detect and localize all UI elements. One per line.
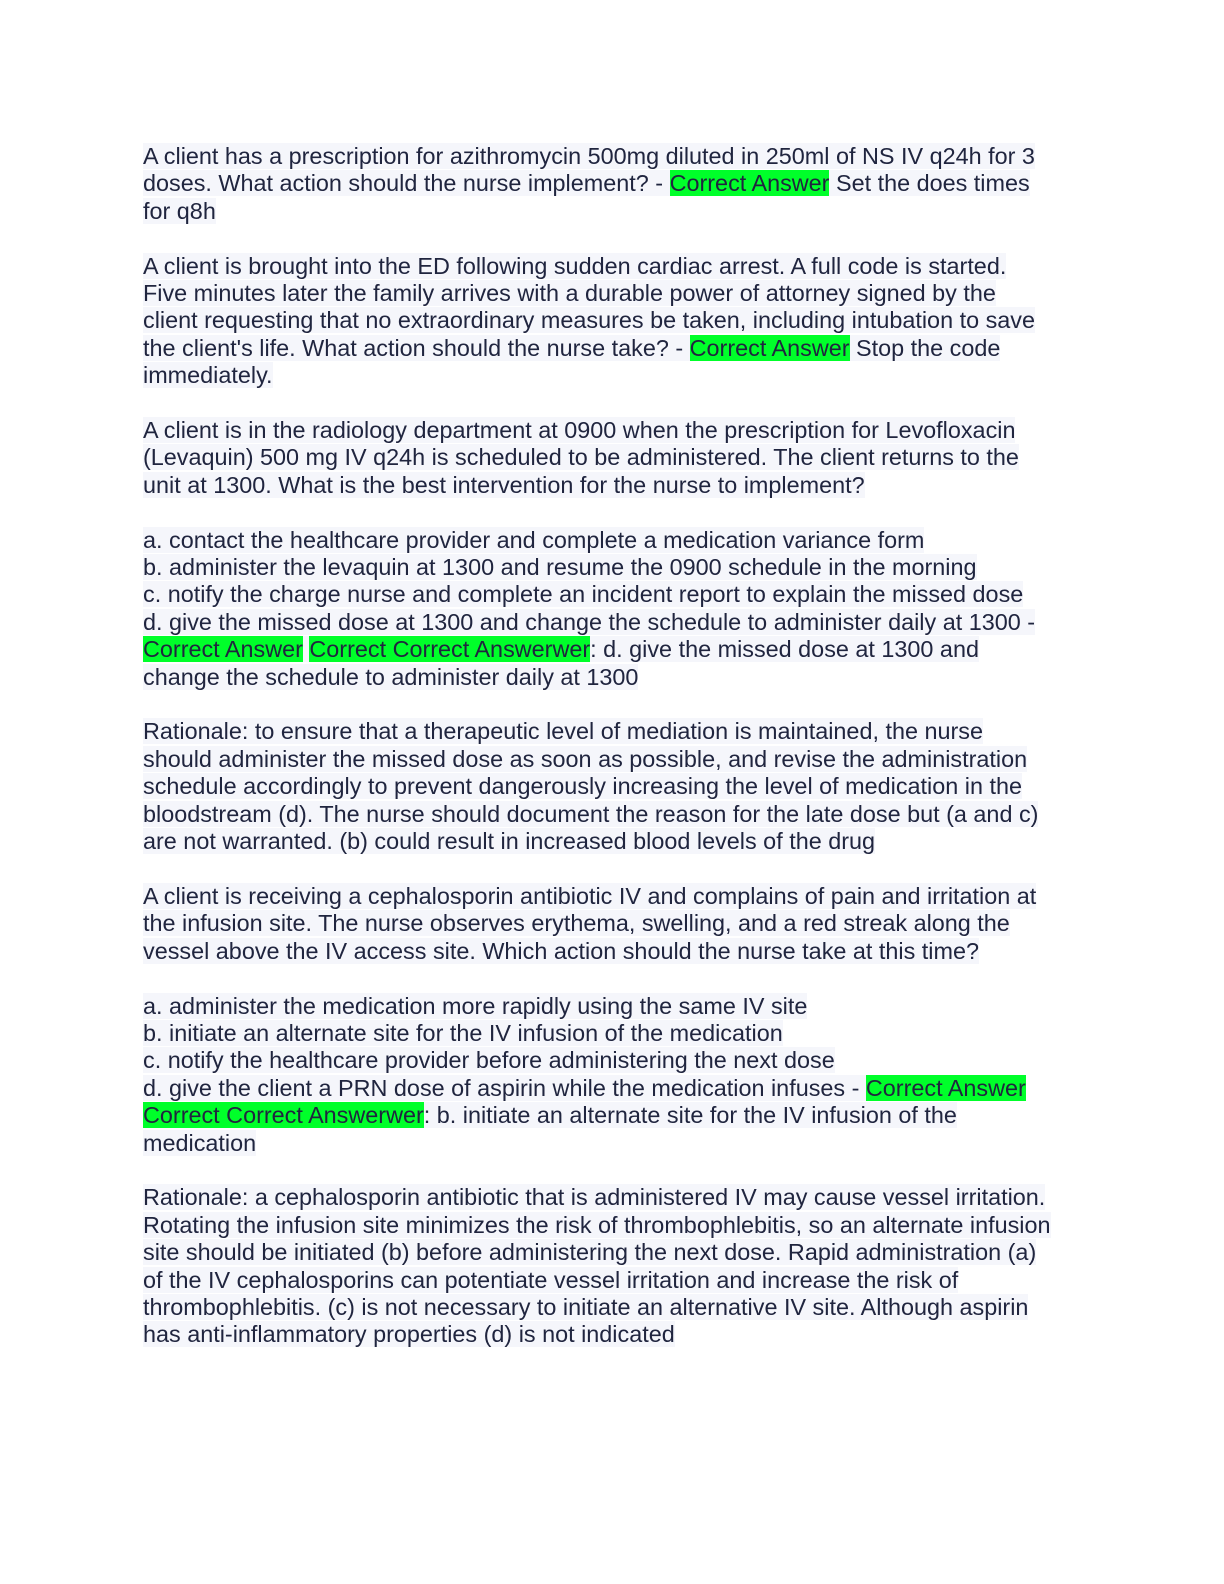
text-block-rationale-levofloxacin [143,718,1073,855]
text-block-options-levofloxacin [143,527,1073,691]
text-block-question-cephalosporin [143,883,1073,965]
text-line [143,417,1073,444]
text-segment: bloodstream (d). The nurse should document the reason for the late dose but (a and c) [143,800,1039,827]
highlighted-answer-label: Correct Answer [689,334,850,361]
text-segment: : b. initiate an alternate site for the IV infusion of the [423,1102,957,1129]
text-segment: a. administer the medication more rapidly using the same IV site [143,992,808,1019]
text-line [143,1184,1073,1211]
highlighted-answer-label: Correct Answer [865,1074,1026,1101]
text-line [143,362,1073,389]
text-segment: change the schedule to administer daily at 1300 [143,663,639,690]
text-line [143,444,1073,471]
text-line [143,718,1073,745]
text-line [143,746,1073,773]
text-line [143,993,1073,1020]
text-line [143,773,1073,800]
text-line [143,1020,1073,1047]
text-segment: b. administer the levaquin at 1300 and resume the 0900 schedule in the morning [143,554,977,581]
text-line [143,828,1073,855]
text-line [143,581,1073,608]
text-line [143,1294,1073,1321]
text-line [143,170,1073,197]
text-block-options-cephalosporin [143,993,1073,1157]
text-segment: d. give the missed dose at 1300 and change the schedule to administer daily at 1300 - [143,608,1036,635]
text-segment: the client's life. What action should the nurse take? - [143,334,690,361]
text-segment: Five minutes later the family arrives with a durable power of attorney signed by the [143,280,996,307]
text-line [143,664,1073,691]
text-line [143,554,1073,581]
text-segment: A client is brought into the ED following sudden cardiac arrest. A full code is started. [143,252,1007,279]
text-segment: the infusion site. The nurse observes erythema, swelling, and a red streak along the [143,910,1010,937]
text-segment: for q8h [143,197,216,224]
highlighted-answer-label: Correct Correct Answerwer [143,1102,424,1129]
text-segment: Rationale: to ensure that a therapeutic level of mediation is maintained, the nurse [143,718,983,745]
text-segment: should administer the missed dose as soon as possible, and revise the administration [143,745,1028,772]
text-line [143,1075,1073,1102]
text-line [143,472,1073,499]
text-segment: A client is in the radiology department at 0900 when the prescription for Levofloxacin [143,417,1016,444]
text-segment: of the IV cephalosporins can potentiate vessel irritation and increase the risk of [143,1266,959,1293]
text-block-question-cardiac-arrest [143,253,1073,390]
text-line [143,609,1073,636]
text-segment: : d. give the missed dose at 1300 and [590,636,979,663]
text-segment: Stop the code [849,334,1001,361]
text-line [143,280,1073,307]
text-segment: immediately. [143,362,273,389]
text-segment: Rotating the infusion site minimizes the risk of thrombophlebitis, so an alternate infusion [143,1211,1051,1238]
text-segment: c. notify the healthcare provider before administering the next dose [143,1047,835,1074]
text-line [143,1239,1073,1266]
text-block-question-levofloxacin [143,417,1073,499]
text-line [143,143,1073,170]
text-line [143,1130,1073,1157]
text-line [143,883,1073,910]
text-line [143,527,1073,554]
text-segment: thrombophlebitis. (c) is not necessary to initiate an alternative IV site. Although aspirin [143,1293,1029,1320]
text-segment: a. contact the healthcare provider and complete a medication variance form [143,526,925,553]
highlighted-answer-label: Correct Answer [143,636,303,663]
document-page [143,143,1073,1376]
text-segment: has anti-inflammatory properties (d) is not indicated [143,1321,675,1348]
text-line [143,910,1073,937]
text-line [143,801,1073,828]
text-line [143,1321,1073,1348]
text-line [143,1267,1073,1294]
text-segment: A client has a prescription for azithromycin 500mg diluted in 250ml of NS IV q24h for 3 [143,143,1035,169]
text-line [143,335,1073,362]
text-line [143,307,1073,334]
text-segment: d. give the client a PRN dose of aspirin while the medication infuses - [143,1074,866,1101]
text-line [143,253,1073,280]
text-line [143,636,1073,663]
text-line [143,1212,1073,1239]
text-line [143,198,1073,225]
text-segment: schedule accordingly to prevent dangerously increasing the level of medication in the [143,773,1022,800]
text-block-question-azithromycin [143,143,1073,225]
text-line [143,1047,1073,1074]
text-segment: are not warranted. (b) could result in increased blood levels of the drug [143,828,876,855]
text-segment: (Levaquin) 500 mg IV q24h is scheduled to be administered. The client returns to the [143,444,1019,471]
text-segment: client requesting that no extraordinary measures be taken, including intubation to save [143,307,1035,334]
text-segment: Set the does times [829,170,1030,197]
text-line [143,1102,1073,1129]
text-segment: vessel above the IV access site. Which action should the nurse take at this time? [143,937,979,964]
text-segment: b. initiate an alternate site for the IV infusion of the medication [143,1019,783,1046]
text-line [143,938,1073,965]
text-segment: Rationale: a cephalosporin antibiotic that is administered IV may cause vessel irritation. [143,1184,1046,1211]
highlighted-answer-label: Correct Correct Answerwer [309,636,591,663]
text-segment: A client is receiving a cephalosporin antibiotic IV and complains of pain and irritation at [143,882,1037,909]
highlighted-answer-label: Correct Answer [669,170,830,197]
text-segment: medication [143,1129,257,1156]
text-segment: unit at 1300. What is the best intervention for the nurse to implement? [143,471,865,498]
text-segment: doses. What action should the nurse implement? - [143,170,670,197]
text-segment: site should be initiated (b) before administering the next dose. Rapid administration (a) [143,1239,1037,1266]
text-block-rationale-cephalosporin [143,1184,1073,1348]
text-segment: c. notify the charge nurse and complete an incident report to explain the missed dose [143,581,1024,608]
